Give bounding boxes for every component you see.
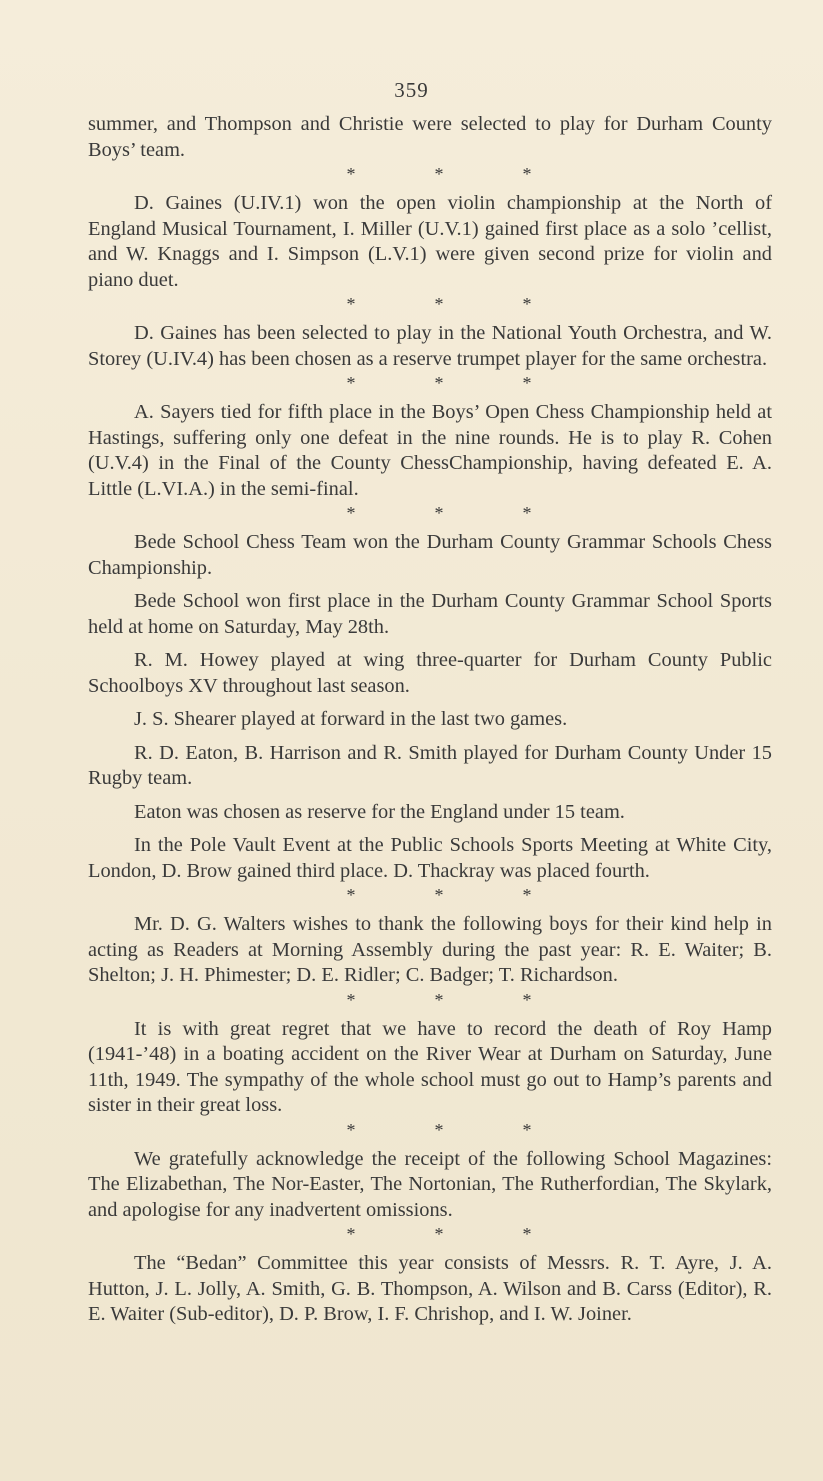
asterisk-glyph: * (346, 294, 356, 314)
section-separator (88, 1119, 772, 1141)
asterisk-glyph: * (434, 164, 444, 184)
paragraph: D. Gaines (U.IV.1) won the open violin championship at the North of England Musical Tournament, I. Miller (U.V.1) gained first place as a solo ’cellist, and W. Knaggs and I. Simpson (L.V.1) were given second prize for violin and piano duet. (88, 192, 772, 291)
asterisk-glyph: * (346, 164, 356, 184)
paragraph: Bede School Chess Team won the Durham County Grammar Schools Chess Championship. (88, 531, 772, 579)
asterisk-glyph: * (434, 989, 444, 1010)
section-separator (88, 372, 772, 394)
asterisk-glyph: * (434, 503, 444, 523)
paragraph: Eaton was chosen as reserve for the England under 15 team. (134, 800, 625, 823)
asterisk-glyph: * (346, 1224, 356, 1244)
paragraph: A. Sayers tied for fifth place in the Boys’ Open Chess Championship held at Hastings, suffering only one defeat in the nine rounds. He is to play R. Cohen (U.V.4) in the Final of the County ChessChampionship, having defeated E. A. Little (L.VI.A.) in the semi-final. (88, 401, 772, 500)
section-separator (88, 163, 772, 185)
paragraph: We gratefully acknowledge the receipt of the following School Magazines: The Elizabethan, The Nor-Easter, The Nortonian, The Rutherfordian, The Skylark, and apologise for any inadvertent omissions. (88, 1147, 772, 1221)
section-separator (88, 502, 772, 524)
asterisk-glyph: * (522, 164, 532, 184)
paragraph: R. M. Howey played at wing three-quarter for Durham County Public Schoolboys XV throughout last season. (88, 649, 772, 697)
paragraph: The “Bedan” Committee this year consists of Messrs. R. T. Ayre, J. A. Hutton, J. L. Jolly, A. Smith, G. B. Thompson, A. Wilson and B. Carss (Editor), R. E. Waiter (Sub-editor), D. P. Brow, I. F. Chrishop, and I. W. Joiner. (88, 1252, 772, 1325)
paragraph: R. D. Eaton, B. Harrison and R. Smith played for Durham County Under 15 Rugby team. (88, 741, 772, 789)
page-body (88, 112, 772, 1328)
asterisk-glyph: * (346, 503, 356, 523)
asterisk-glyph: * (434, 1224, 444, 1244)
page-number: 359 (394, 78, 429, 102)
section-separator (88, 1223, 772, 1245)
asterisk-glyph: * (434, 294, 444, 314)
paragraph: It is with great regret that we have to record the death of Roy Hamp (1941-’48) in a boating accident on the River Wear at Durham on Saturday, June 11th, 1949. The sympathy of the whole school must go out to Hamp’s parents and sister in their great loss. (88, 1017, 772, 1116)
asterisk-glyph: * (346, 373, 356, 393)
section-separator (88, 884, 772, 906)
asterisk-glyph: * (434, 885, 444, 905)
asterisk-glyph: * (434, 373, 444, 393)
asterisk-glyph: * (522, 1119, 532, 1140)
section-separator (88, 293, 772, 315)
paragraph: In the Pole Vault Event at the Public Schools Sports Meeting at White City, London, D. Brow gained third place. D. Thackray was placed fourth. (88, 834, 772, 882)
asterisk-glyph: * (346, 989, 356, 1010)
asterisk-glyph: * (522, 989, 532, 1010)
paragraph: D. Gaines has been selected to play in the National Youth Orchestra, and W. Storey (U.IV.4) has been chosen as a reserve trumpet player for the same orchestra. (88, 322, 772, 370)
asterisk-glyph: * (434, 1119, 444, 1140)
asterisk-glyph: * (522, 1224, 532, 1244)
asterisk-glyph: * (522, 294, 532, 314)
paragraph: summer, and Thompson and Christie were selected to play for Durham County Boys’ team. (88, 113, 772, 161)
asterisk-glyph: * (522, 885, 532, 905)
asterisk-glyph: * (522, 503, 532, 523)
paragraph: Bede School won first place in the Durham County Grammar School Sports held at home on Saturday, May 28th. (88, 590, 772, 638)
asterisk-glyph: * (346, 885, 356, 905)
paragraph: Mr. D. G. Walters wishes to thank the following boys for their kind help in acting as Readers at Morning Assembly during the past year: R. E. Waiter; B. Shelton; J. H. Phimester; D. E. Ridler; C. Badger; T. Richardson. (88, 913, 772, 986)
section-separator (88, 989, 772, 1011)
asterisk-glyph: * (522, 373, 532, 393)
asterisk-glyph: * (346, 1119, 356, 1140)
paragraph: J. S. Shearer played at forward in the last two games. (134, 708, 568, 730)
